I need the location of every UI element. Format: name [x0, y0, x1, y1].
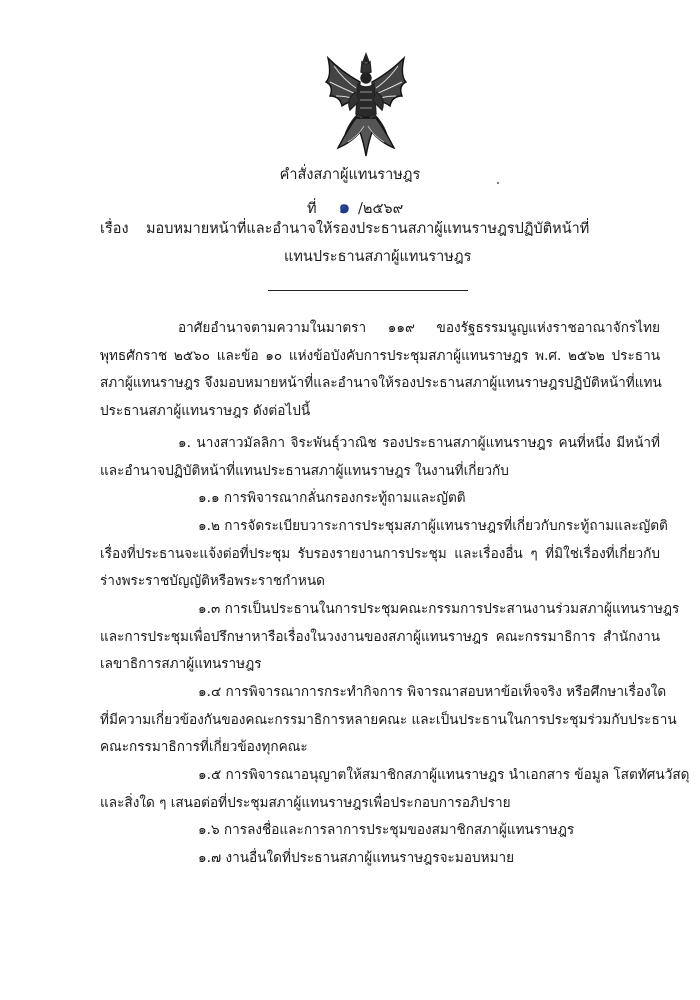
subject-block [100, 215, 640, 265]
paragraph-line: ๑.๑ การพิจารณากลั่นกรองกระทู้ถามและญัตติ [198, 490, 466, 506]
paragraph-line: เรื่องที่ประธานจะแจ้งต่อที่ประชุม รับรองรายงานการประชุม และเรื่องอื่น ๆ ที่มิใช่เรื่องที่เกี่ยวกับ [100, 545, 660, 562]
paragraph-line: ๑. นางสาวมัลลิกา จิระพันธุ์วาณิช รองประธานสภาผู้แทนราษฎร คนที่หนึ่ง มีหน้าที่ [178, 435, 660, 451]
paragraph-line: ร่างพระราชบัญญัติหรือพระราชกำหนด [100, 573, 326, 589]
paragraph-line: คณะกรรมาธิการที่เกี่ยวข้องทุกคณะ [100, 739, 308, 755]
paragraph-line: และสิ่งใด ๆ เสนอต่อที่ประชุมสภาผู้แทนราษฎรเพื่อประกอบการอภิปราย [100, 794, 511, 811]
scan-speck [497, 182, 499, 184]
paragraph-line: พุทธศักราช ๒๕๖๐ และข้อ ๑๐ แห่งข้อบังคับการประชุมสภาผู้แทนราษฎร พ.ศ. ๒๕๖๒ ประธาน [100, 347, 660, 364]
sub-item-1-7 [100, 846, 660, 874]
sub-item-1-3 [100, 597, 680, 680]
paragraph-line: ๑.๓ การเป็นประธานในการประชุมคณะกรรมการประสานงานร่วมสภาผู้แทนราษฎร [198, 601, 680, 617]
order-number-year: /๒๕๖๙ [358, 201, 404, 217]
sub-item-1-5 [100, 763, 690, 818]
subject-label: เรื่อง [100, 221, 129, 237]
paragraph-line: ประธานสภาผู้แทนราษฎร ดังต่อไปนี้ [100, 402, 311, 419]
sub-item-1-4 [100, 680, 677, 763]
paragraph-line: ๑.๗ งานอื่นใดที่ประธานสภาผู้แทนราษฎรจะมอบหมาย [198, 850, 515, 866]
paragraph-line: ๑.๖ การลงชื่อและการลาการประชุมของสมาชิกสภาผู้แทนราษฎร [198, 822, 575, 838]
paragraph-line: และอำนาจปฏิบัติหน้าที่แทนประธานสภาผู้แทนราษฎร ในงานที่เกี่ยวกับ [100, 462, 509, 479]
paragraph-line: ๑.๒ การจัดระเบียบวาระการประชุมสภาผู้แทนราษฎรที่เกี่ยวกับกระทู้ถามและญัตติ [198, 518, 668, 534]
preamble-paragraph [100, 316, 660, 426]
subject-line-1: มอบหมายหน้าที่และอำนาจให้รองประธานสภาผู้แทนราษฎรปฏิบัติหน้าที่ [146, 221, 590, 237]
sub-item-1-6 [100, 818, 660, 846]
order-number: ๑ [338, 197, 350, 218]
paragraph-line: เลขาธิการสภาผู้แทนราษฎร [100, 656, 262, 672]
garuda-emblem-icon [320, 52, 412, 160]
header-divider [268, 290, 468, 291]
order-title: คำสั่งสภาผู้แทนราษฎร [279, 167, 421, 183]
paragraph-line: ที่มีความเกี่ยวข้องกันของคณะกรรมาธิการหลายคณะ และเป็นประธานในการประชุมร่วมกับประธาน [100, 711, 677, 728]
sub-item-1-1 [100, 486, 660, 514]
order-number-prefix: ที่ [307, 201, 317, 217]
paragraph-line: ๑.๔ การพิจารณาการกระทำกิจการ พิจารณาสอบหาข้อเท็จจริง หรือศึกษาเรื่องใด [198, 684, 667, 700]
paragraph-line: อาศัยอำนาจตามความในมาตรา ๑๑๙ ของรัฐธรรมนูญแห่งราชอาณาจักรไทย [178, 320, 660, 336]
sub-item-1-2 [100, 514, 668, 597]
subject-line-2: แทนประธานสภาผู้แทนราษฎร [284, 249, 472, 265]
paragraph-line: ๑.๕ การพิจารณาอนุญาตให้สมาชิกสภาผู้แทนราษฎร นำเอกสาร ข้อมูล โสตทัศนวัสดุ [198, 767, 690, 783]
paragraph-line: สภาผู้แทนราษฎร จึงมอบหมายหน้าที่และอำนาจให้รองประธานสภาผู้แทนราษฎรปฏิบัติหน้าที่แทน [100, 375, 662, 391]
item-1-paragraph [100, 431, 660, 486]
paragraph-line: และการประชุมเพื่อปรึกษาหารือเรื่องในวงงานของสภาผู้แทนราษฎร คณะกรรมาธิการ สำนักงาน [100, 628, 660, 645]
